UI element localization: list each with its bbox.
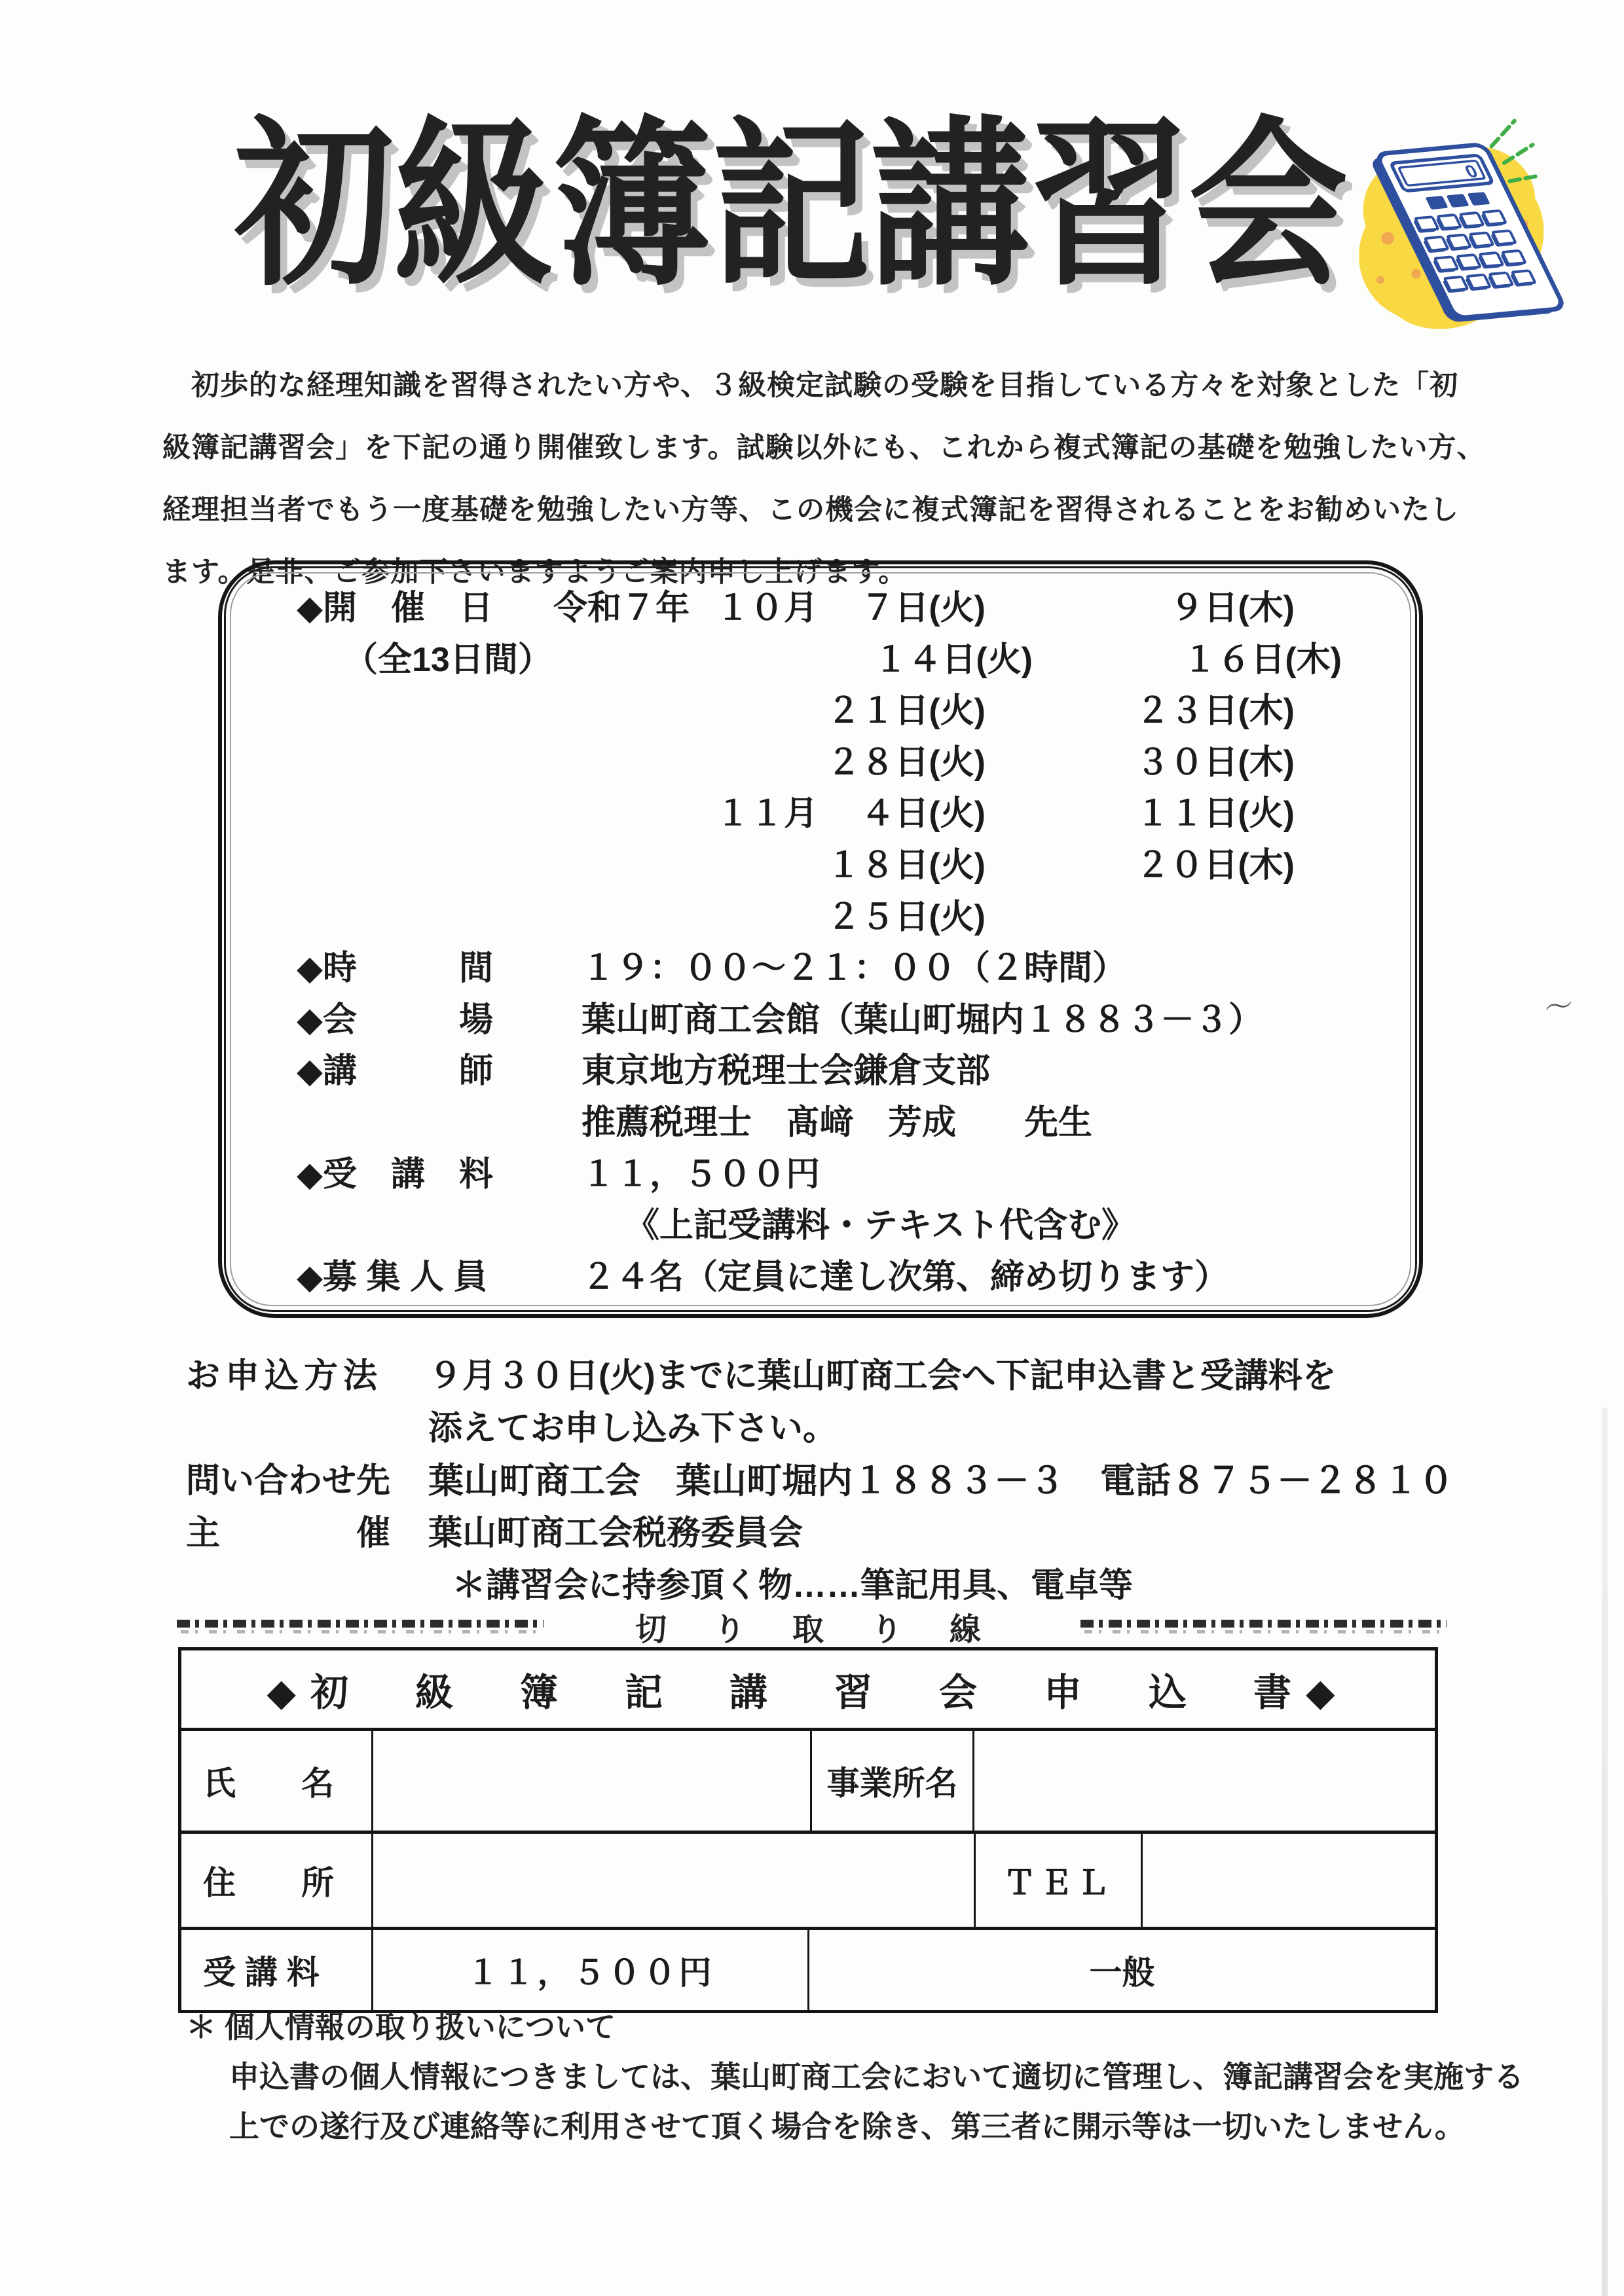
- month-label: [716, 685, 814, 737]
- cut-line-dashes-right: [1080, 1620, 1447, 1633]
- month-label: [763, 634, 861, 686]
- page-title: 初級簿記講習会: [234, 105, 1348, 306]
- fee-type: 一般: [807, 1930, 1435, 2010]
- date-day2: １６日(木): [1183, 640, 1342, 679]
- fee-value: １１，５００円: [371, 1930, 807, 2010]
- apply-method-label: お申込方法: [186, 1357, 383, 1395]
- date-day1: １４日(火): [874, 640, 1033, 679]
- date-sublabel: （全13日間）: [344, 640, 552, 679]
- privacy-line: 上での遂行及び連絡等に利用させて頂く場合を除き、第三者に開示等は一切いたしません。: [229, 2109, 1465, 2143]
- intro-line: 初歩的な経理知識を習得されたい方や、３級検定試験の受験を目指している方々を対象とした「初: [162, 370, 1459, 401]
- date-row: [297, 634, 1403, 686]
- info-label: ◆受 講 料: [297, 1155, 493, 1194]
- privacy-heading: ＊ 個人情報の取り扱いについて: [186, 2010, 616, 2044]
- organizer-row: [186, 1507, 1454, 1559]
- info-value: 推薦税理士 髙﨑 芳成 先生: [581, 1103, 1093, 1142]
- intro-line: 経理担当者でもう一度基礎を勉強したい方等、この機会に複式簿記を習得されることをお勧めいたし: [162, 494, 1459, 526]
- scan-artifact-mark: 〜: [1541, 988, 1577, 1026]
- month-label: [716, 737, 814, 789]
- tel-field-blank: [1141, 1834, 1435, 1927]
- date-day1: ２１日(火): [826, 692, 986, 731]
- date-day1: ７日(火): [860, 589, 986, 627]
- month-label: １０月: [716, 589, 819, 627]
- info-label: ◆講 師: [297, 1052, 493, 1091]
- date-day1: １８日(火): [826, 846, 986, 884]
- info-value: 東京地方税理士会鎌倉支部: [581, 1052, 991, 1091]
- date-day2: ３０日(木): [1135, 743, 1295, 782]
- form-row-fee: [181, 1927, 1435, 2010]
- info-row-time: [297, 943, 1403, 994]
- application-info-section: [186, 1350, 1454, 1612]
- date-row: [297, 685, 1403, 737]
- date-day1: ２８日(火): [826, 743, 986, 782]
- month-label: [716, 892, 814, 943]
- apply-method-line2: 添えてお申し込み下さい。: [428, 1410, 838, 1448]
- course-details-content: [297, 583, 1403, 1303]
- month-label: １１月: [716, 795, 819, 833]
- privacy-note: [186, 2002, 1524, 2151]
- date-label: ◆開 催 日: [297, 589, 493, 627]
- info-label: ◆時 間: [297, 949, 493, 988]
- name-field-blank: [371, 1731, 810, 1831]
- month-label: [716, 840, 814, 892]
- date-day2: １１日(火): [1135, 795, 1295, 833]
- address-field-blank: [371, 1834, 974, 1927]
- calculator-display-value: 0: [1462, 162, 1482, 182]
- info-value: 葉山町商工会館（葉山町堀内１８８３－３）: [581, 1000, 1263, 1039]
- organizer-value: 葉山町商工会税務委員会: [428, 1514, 803, 1552]
- info-label: ◆募 集 人 員: [297, 1258, 488, 1296]
- address-label: 住 所: [203, 1865, 334, 1901]
- info-label: ◆会 場: [297, 1000, 493, 1039]
- cut-line-dashes-left: [177, 1620, 544, 1633]
- scan-edge-shadow: [1602, 1408, 1608, 2296]
- form-row-address: [181, 1831, 1435, 1927]
- intro-line: 級簿記講習会」を下記の通り開催致します。試験以外にも、これから複式簿記の基礎を勉強したい方、: [162, 432, 1486, 464]
- info-row-fee-note: [297, 1200, 1403, 1252]
- apply-method-line1: ９月３０日(火)までに葉山町商工会へ下記申込書と受講料を: [428, 1357, 1337, 1395]
- office-field-blank: [972, 1731, 1435, 1831]
- apply-method-row2: [186, 1402, 1454, 1455]
- cut-line: [177, 1605, 1447, 1647]
- calculator-icon: [1328, 103, 1590, 389]
- tel-label: ＴＥＬ: [974, 1834, 1141, 1927]
- era-year: 令和７年: [553, 589, 690, 627]
- intro-line: ます。是非、ご参加下さいますようご案内申し上げます。: [162, 556, 908, 588]
- date-day1: ２５日(火): [826, 898, 986, 936]
- info-row-lecturer-name: [297, 1097, 1403, 1149]
- date-row: [297, 788, 1403, 840]
- bring-note: ＊講習会に持参頂く物……筆記用具、電卓等: [452, 1567, 1134, 1605]
- fee-label: 受 講 料: [203, 1954, 320, 1991]
- date-day1: ４日(火): [860, 795, 986, 833]
- info-value: １９：００～２１：００（２時間）: [581, 949, 1127, 988]
- date-day2: ９日(木): [1170, 589, 1295, 627]
- date-day2: ２０日(木): [1135, 846, 1295, 884]
- info-value: １１，５００円: [581, 1155, 821, 1194]
- info-row-venue: [297, 994, 1403, 1046]
- date-day2: ２３日(木): [1135, 692, 1295, 731]
- info-value: 《上記受講料・テキスト代含む》: [625, 1207, 1135, 1245]
- info-row-lecturer: [297, 1046, 1403, 1097]
- info-row-capacity: [297, 1252, 1403, 1303]
- form-row-name: [181, 1728, 1435, 1831]
- info-value: ２４名（定員に達し次第、締め切ります）: [581, 1258, 1229, 1296]
- date-row: [297, 737, 1403, 789]
- date-day2: [1123, 892, 1295, 943]
- course-details-box: [218, 560, 1423, 1318]
- contact-row: [186, 1455, 1454, 1507]
- privacy-line: 申込書の個人情報につきましては、葉山町商工会において適切に管理し、簿記講習会を実施する: [229, 2060, 1524, 2094]
- apply-method-row: [186, 1350, 1454, 1402]
- date-row: [297, 583, 1403, 634]
- office-label: 事業所名: [810, 1731, 972, 1831]
- info-row-fee: [297, 1149, 1403, 1201]
- date-row: [297, 840, 1403, 892]
- organizer-label: 主 催: [186, 1514, 391, 1552]
- cut-line-label: 切 り 取 り 線: [635, 1612, 989, 1647]
- contact-label: 問い合わせ先: [186, 1462, 391, 1500]
- name-label: 氏 名: [203, 1765, 334, 1802]
- contact-value: 葉山町商工会 葉山町堀内１８８３－３ 電話８７５－２８１０: [428, 1461, 1454, 1501]
- form-title: ◆初 級 簿 記 講 習 会 申 込 書◆: [267, 1671, 1350, 1714]
- application-form-table: [178, 1647, 1438, 2013]
- date-row: [297, 892, 1403, 943]
